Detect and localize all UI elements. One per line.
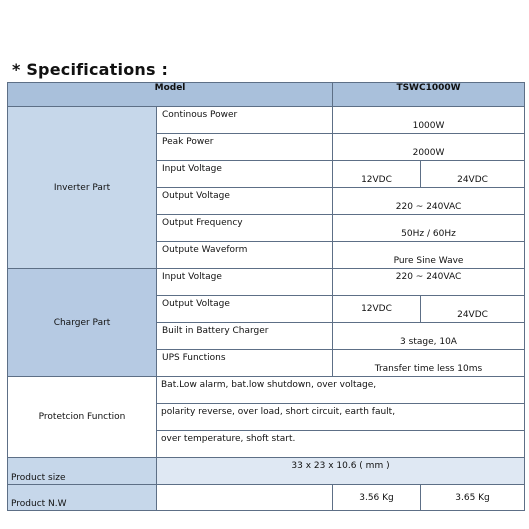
spec-item: Input Voltage — [157, 269, 333, 296]
product-weight-label: Product N.W — [8, 485, 157, 511]
table-header-row — [8, 83, 525, 107]
table-row — [8, 269, 525, 296]
spec-item: Output Frequency — [157, 215, 333, 242]
spec-item: Output Voltage — [157, 296, 333, 323]
spec-value: Pure Sine Wave — [333, 242, 525, 269]
spec-value: 220 ~ 240VAC — [333, 269, 525, 296]
empty-cell — [157, 485, 333, 511]
spec-value-24v: 24VDC — [421, 296, 525, 323]
spec-value: 50Hz / 60Hz — [333, 215, 525, 242]
spec-item: Continous Power — [157, 107, 333, 134]
spec-item: Output Voltage — [157, 188, 333, 215]
table-row — [8, 458, 525, 485]
spec-value-24v: 24VDC — [421, 161, 525, 188]
model-label: Model — [8, 83, 333, 107]
spec-value-12v: 12VDC — [333, 161, 421, 188]
spec-item: UPS Functions — [157, 350, 333, 377]
product-weight-value-a: 3.56 Kg — [333, 485, 421, 511]
charger-part-label: Charger Part — [8, 269, 157, 377]
page-title: * Specifications : — [12, 60, 169, 79]
spec-item: Outpute Waveform — [157, 242, 333, 269]
spec-value-12v: 12VDC — [333, 296, 421, 323]
spec-value: Transfer time less 10ms — [333, 350, 525, 377]
inverter-part-label: Inverter Part — [8, 107, 157, 269]
product-size-value: 33 x 23 x 10.6 ( mm ) — [157, 458, 525, 485]
table-row — [8, 377, 525, 404]
model-value: TSWC1000W — [333, 83, 525, 107]
product-weight-value-b: 3.65 Kg — [421, 485, 525, 511]
protection-line: polarity reverse, over load, short circuit, earth fault, — [157, 404, 525, 431]
protection-function-label: Protetcion Function — [8, 377, 157, 458]
specifications-table — [7, 82, 525, 511]
spec-item: Input Voltage — [157, 161, 333, 188]
spec-item: Built in Battery Charger — [157, 323, 333, 350]
spec-value: 220 ~ 240VAC — [333, 188, 525, 215]
table-row — [8, 107, 525, 134]
product-size-label: Product size — [8, 458, 157, 485]
spec-item: Peak Power — [157, 134, 333, 161]
spec-value: 1000W — [333, 107, 525, 134]
spec-value: 2000W — [333, 134, 525, 161]
protection-line: Bat.Low alarm, bat.low shutdown, over voltage, — [157, 377, 525, 404]
protection-line: over temperature, shoft start. — [157, 431, 525, 458]
table-row — [8, 485, 525, 511]
spec-value: 3 stage, 10A — [333, 323, 525, 350]
